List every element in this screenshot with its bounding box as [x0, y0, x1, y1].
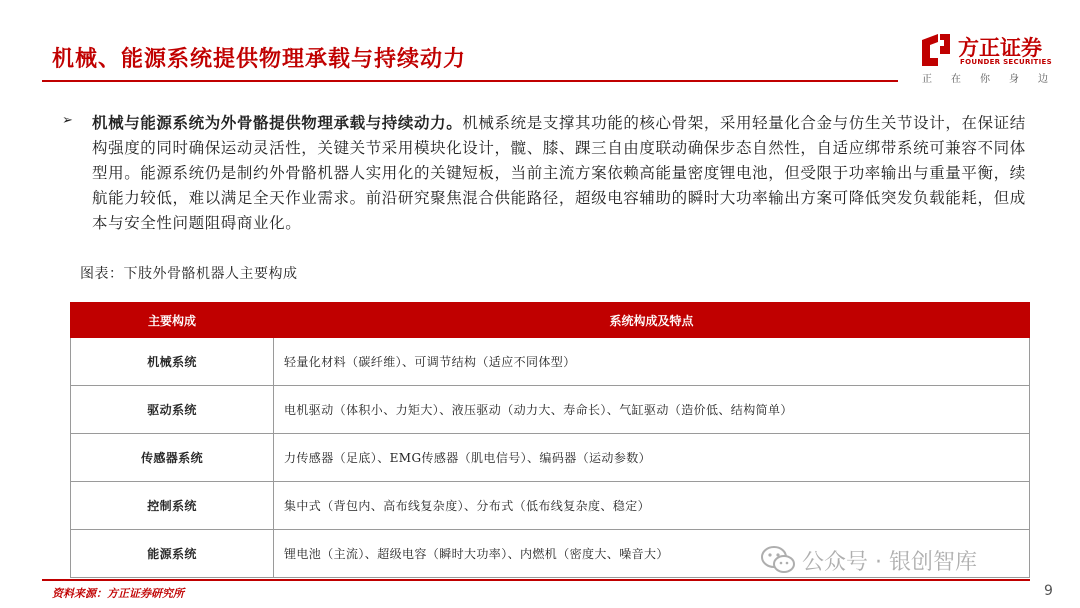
title-divider [42, 80, 898, 82]
table-cell-features: 锂电池（主流）、超级电容（瞬时大功率）、内燃机（密度大、噪音大） [274, 530, 1030, 578]
footer-divider [42, 579, 1030, 581]
page-number: 9 [1044, 583, 1053, 599]
table-row [71, 482, 1030, 530]
bullet-text: 机械系统是支撑其功能的核心骨架，采用轻量化合金与仿生关节设计，在保证结构强度的同时确保运动灵活性，关键关节采用模块化设计，髋、膝、踝三自由度联动确保步态自然性，自适应绑带系统可兼容不同体型用。能源系统仍是制约外骨骼机器人实用化的关键短板，当前主流方案依赖高能量密度锂电池，但受限于功率输出与重量平衡，续航能力较低，难以满足全天作业需求。前沿研究聚焦混合供能路径，超级电容辅助的瞬时大功率输出方案可降低突发负载能耗，但成本与安全性问题阻碍商业化。 [92, 114, 1026, 232]
table-row [71, 386, 1030, 434]
bullet-arrow-icon: ➢ [62, 113, 73, 128]
table-cell-component: 传感器系统 [71, 434, 274, 482]
watermark-text: 公众号 · 银创智库 [802, 549, 977, 575]
table-cell-component: 能源系统 [71, 530, 274, 578]
composition-table [70, 302, 1030, 578]
table-header-features: 系统构成及特点 [274, 303, 1030, 338]
table-cell-component: 控制系统 [71, 482, 274, 530]
table-cell-features: 轻量化材料（碳纤维）、可调节结构（适应不同体型） [274, 338, 1030, 386]
founder-logo [918, 30, 1067, 86]
logo-name-en: FOUNDER SECURITIES [960, 58, 1052, 66]
logo-slogan: 正在你身边 [922, 74, 1067, 85]
table-cell-features: 集中式（背包内、高布线复杂度）、分布式（低布线复杂度、稳定） [274, 482, 1030, 530]
source-note: 资料来源：方正证券研究所 [52, 587, 184, 600]
table-row [71, 338, 1030, 386]
table-header-row [71, 303, 1030, 338]
table-cell-features: 电机驱动（体积小、力矩大）、液压驱动（动力大、寿命长）、气缸驱动（造价低、结构简单） [274, 386, 1030, 434]
logo-name-cn: 方正证券 [958, 36, 1042, 60]
table-cell-component: 驱动系统 [71, 386, 274, 434]
table-cell-component: 机械系统 [71, 338, 274, 386]
page-title: 机械、能源系统提供物理承载与持续动力 [52, 46, 467, 72]
bullet-paragraph [92, 110, 1038, 236]
wechat-icon [760, 545, 796, 575]
figure-caption: 图表：下肢外骨骼机器人主要构成 [80, 266, 298, 282]
founder-logo-icon [918, 32, 954, 68]
table-header-component: 主要构成 [71, 303, 274, 338]
watermark [760, 543, 977, 577]
table-cell-features: 力传感器（足底）、EMG传感器（肌电信号）、编码器（运动参数） [274, 434, 1030, 482]
bullet-lead: 机械与能源系统为外骨骼提供物理承载与持续动力。 [92, 113, 463, 132]
table-row [71, 434, 1030, 482]
